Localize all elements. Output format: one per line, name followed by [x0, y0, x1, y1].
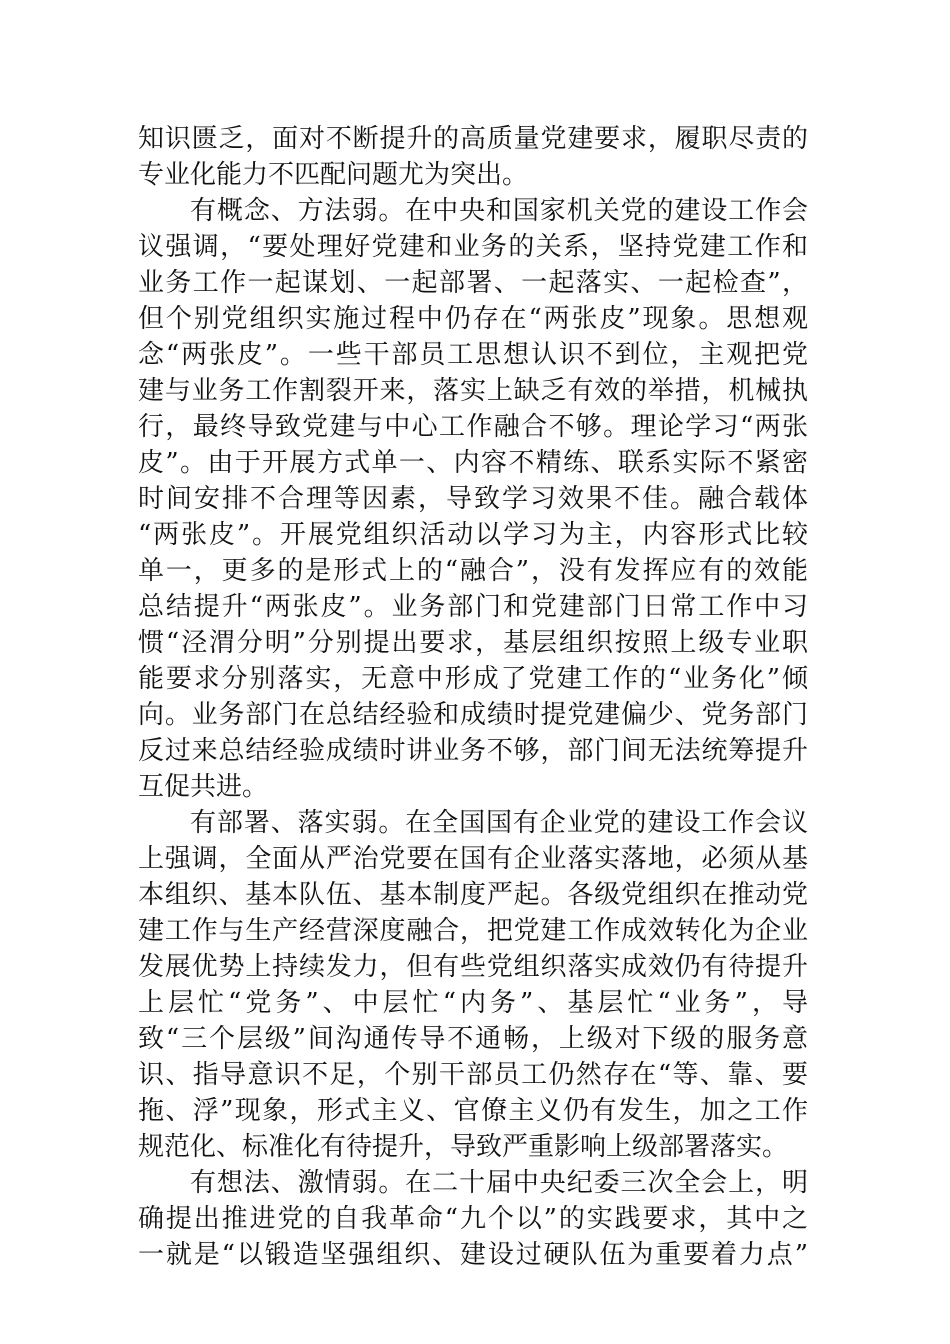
text-line: 上强调，全面从严治党要在国有企业落实落地，必须从基: [138, 844, 808, 874]
text-line: 念“两张皮”。一些干部员工思想认识不到位，主观把党: [138, 340, 808, 370]
document-body: [138, 121, 808, 1273]
text-line: 惯“泾渭分明”分别提出要求，基层组织按照上级专业职: [138, 628, 808, 658]
text-line: 规范化、标准化有待提升，导致严重影响上级部署落实。: [138, 1132, 789, 1162]
text-line: 能要求分别落实，无意中形成了党建工作的“业务化”倾: [138, 664, 808, 694]
text-line: 有想法、激情弱。在二十届中央纪委三次全会上，明: [190, 1168, 808, 1198]
text-line: 识、指导意识不足，个别干部员工仍然存在“等、靠、要: [138, 1060, 808, 1090]
text-line: 一就是“以锻造坚强组织、建设过硬队伍为重要着力点”: [138, 1240, 808, 1270]
text-line: 致“三个层级”间沟通传导不通畅，上级对下级的服务意: [138, 1024, 808, 1054]
text-line: 建与业务工作割裂开来，落实上缺乏有效的举措，机械执: [138, 376, 808, 406]
text-line: 上层忙“党务”、中层忙“内务”、基层忙“业务”，导: [138, 988, 808, 1018]
text-line: 单一，更多的是形式上的“融合”，没有发挥应有的效能: [138, 556, 808, 586]
text-line: 知识匮乏，面对不断提升的高质量党建要求，履职尽责的: [138, 124, 808, 154]
text-line: 互促共进。: [138, 772, 269, 802]
text-line: 有部署、落实弱。在全国国有企业党的建设工作会议: [190, 808, 808, 838]
text-line: 建工作与生产经营深度融合，把党建工作成效转化为企业: [138, 916, 808, 946]
text-line: 向。业务部门在总结经验和成绩时提党建偏少、党务部门: [138, 700, 808, 730]
paragraph-4: [138, 1165, 808, 1273]
text-line: “两张皮”。开展党组织活动以学习为主，内容形式比较: [138, 520, 808, 550]
paragraph-2: [138, 193, 808, 805]
text-line: 确提出推进党的自我革命“九个以”的实践要求，其中之: [138, 1204, 808, 1234]
text-line: 皮”。由于开展方式单一、内容不精练、联系实际不紧密: [138, 448, 808, 478]
text-line: 总结提升“两张皮”。业务部门和党建部门日常工作中习: [138, 592, 808, 622]
text-line: 但个别党组织实施过程中仍存在“两张皮”现象。思想观: [138, 304, 808, 334]
text-line: 有概念、方法弱。在中央和国家机关党的建设工作会: [190, 196, 808, 226]
text-line: 反过来总结经验成绩时讲业务不够，部门间无法统筹提升: [138, 736, 808, 766]
paragraph-3: [138, 805, 808, 1165]
text-line: 拖、浮”现象，形式主义、官僚主义仍有发生，加之工作: [138, 1096, 808, 1126]
text-line: 议强调，“要处理好党建和业务的关系，坚持党建工作和: [138, 232, 808, 262]
text-line: 业务工作一起谋划、一起部署、一起落实、一起检查”，: [138, 268, 808, 298]
text-line: 发展优势上持续发力，但有些党组织落实成效仍有待提升: [138, 952, 808, 982]
paragraph-1: [138, 121, 808, 193]
text-line: 时间安排不合理等因素，导致学习效果不佳。融合载体: [138, 484, 808, 514]
text-line: 行，最终导致党建与中心工作融合不够。理论学习“两张: [138, 412, 808, 442]
text-line: 本组织、基本队伍、基本制度严起。各级党组织在推动党: [138, 880, 808, 910]
text-line: 专业化能力不匹配问题尤为突出。: [138, 160, 529, 190]
